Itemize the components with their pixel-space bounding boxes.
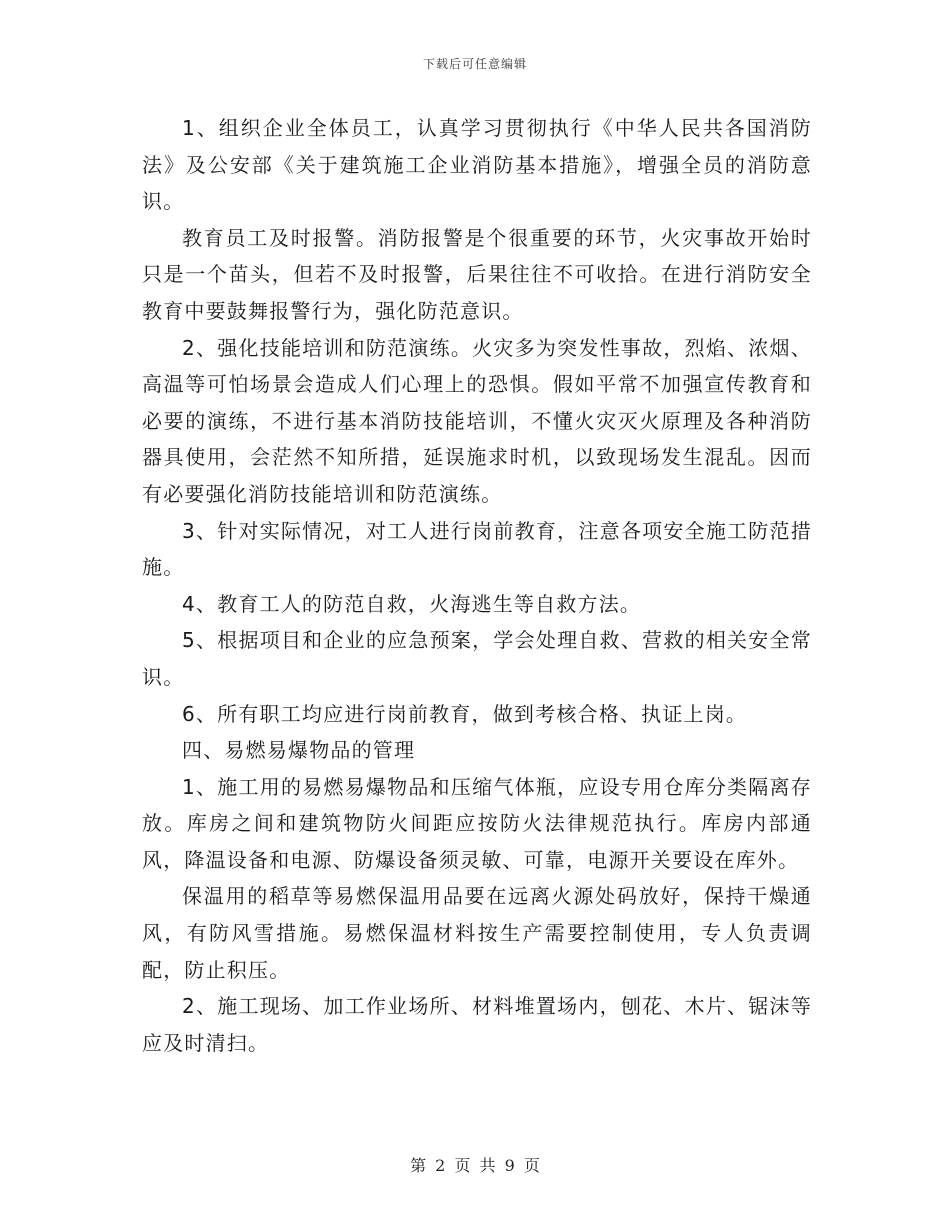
paragraph-10: 2、施工现场、加工作业场所、材料堆置场内，刨花、木片、锯沫等应及时清扫。 — [142, 994, 812, 1055]
page-header-note: 下载后可任意编辑 — [422, 57, 527, 71]
paragraph-8: 1、施工用的易燃易爆物品和压缩气体瓶，应设专用仓库分类隔离存放。库房之间和建筑物防火间距应按防火法律规范执行。库房内部通风，降温设备和电源、防爆设备须灵敏、可靠，电源开关要设在库外。 — [142, 774, 812, 872]
paragraph-7: 6、所有职工均应进行岗前教育，做到考核合格、执证上岗。 — [182, 701, 748, 726]
section-heading-4: 四、易燃易爆物品的管理 — [182, 738, 416, 763]
document-body — [142, 110, 812, 1061]
page-number: 第 2 页 共 9 页 — [410, 1156, 540, 1175]
paragraph-5: 4、教育工人的防范自救，火海逃生等自救方法。 — [182, 591, 642, 616]
paragraph-2: 教育员工及时报警。消防报警是个很重要的环节，火灾事故开始时只是一个苗头，但若不及时报警，后果往往不可收拾。在进行消防安全教育中要鼓舞报警行为，强化防范意识。 — [142, 225, 812, 323]
paragraph-6: 5、根据项目和企业的应急预案，学会处理自救、营救的相关安全常识。 — [142, 628, 812, 689]
paragraph-9: 保温用的稻草等易燃保温用品要在远离火源处码放好，保持干燥通风，有防风雪措施。易燃保温材料按生产需要控制使用，专人负责调配，防止积压。 — [142, 884, 812, 982]
paragraph-3: 2、强化技能培训和防范演练。火灾多为突发性事故，烈焰、浓烟、高温等可怕场景会造成人们心理上的恐惧。假如平常不加强宣传教育和必要的演练，不进行基本消防技能培训，不懂火灾灭火原理及各种消防器具使用，会茫然不知所措，延误施求时机，以致现场发生混乱。因而有必要强化消防技能培训和防范演练。 — [142, 335, 812, 506]
paragraph-1: 1、组织企业全体员工，认真学习贯彻执行《中华人民共各国消防法》及公安部《关于建筑施工企业消防基本措施》，增强全员的消防意识。 — [142, 116, 812, 214]
paragraph-4: 3、针对实际情况，对工人进行岗前教育，注意各项安全施工防范措施。 — [142, 518, 812, 580]
